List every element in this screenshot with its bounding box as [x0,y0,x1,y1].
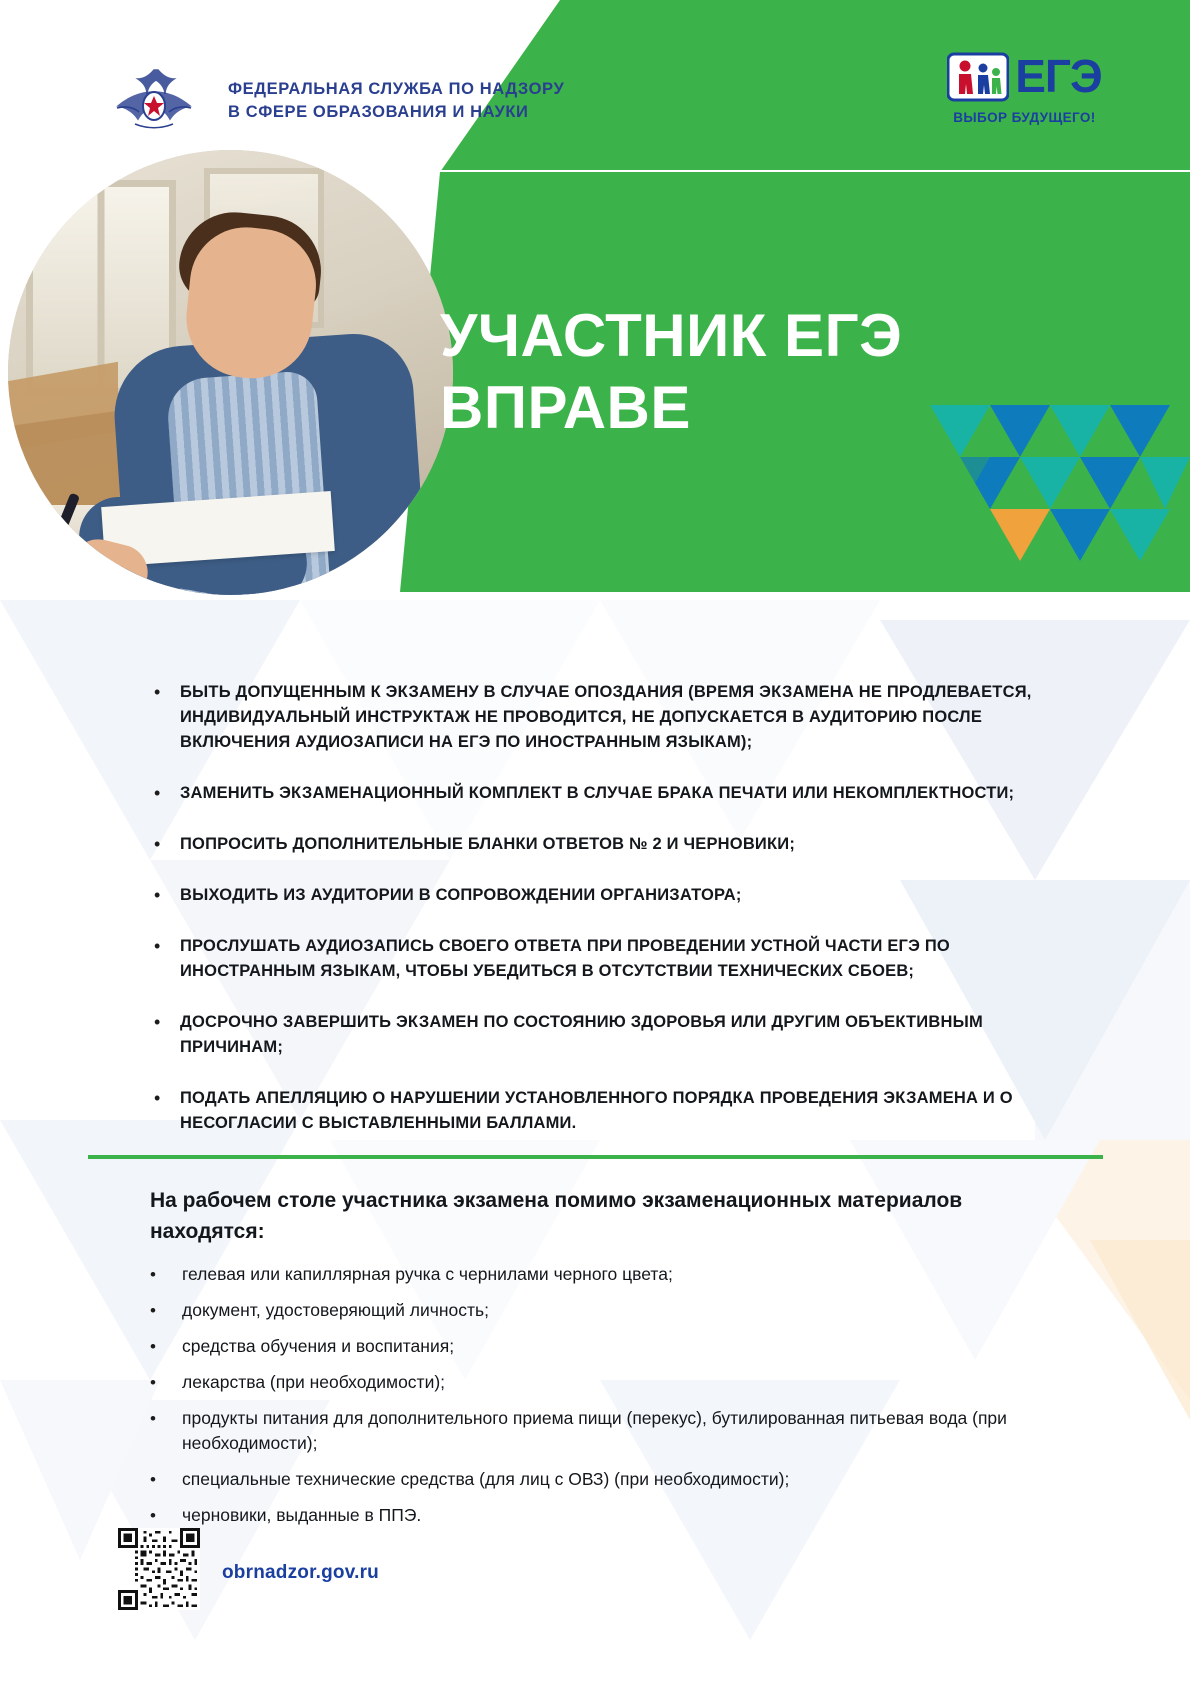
bullet-icon: • [154,885,161,905]
agency-name-line1: ФЕДЕРАЛЬНАЯ СЛУЖБА ПО НАДЗОРУ [228,80,565,98]
page-title-line1: УЧАСТНИК ЕГЭ [440,302,903,369]
rights-list [150,680,1050,1162]
ege-logo-mark [937,48,1112,104]
desk-item-text: лекарства (при необходимости); [182,1372,446,1392]
bullet-icon: • [154,1088,161,1108]
list-item [150,1406,1050,1456]
qr-code-icon[interactable] [118,1528,200,1610]
bullet-icon: • [150,1265,156,1284]
bullet-icon: • [154,1012,161,1032]
list-item [150,1334,1050,1359]
rights-item-text: ПРОСЛУШАТЬ АУДИОЗАПИСЬ СВОЕГО ОТВЕТА ПРИ ПРОВЕДЕНИИ УСТНОЙ ЧАСТИ ЕГЭ ПО ИНОСТРАННЫМ ЯЗЫКАМ, ЧТОБЫ УБЕДИТЬСЯ В ОТСУТСТВИИ ТЕХНИЧЕСКИХ СБОЕВ; [180,937,950,980]
list-item [150,1370,1050,1395]
list-item [150,883,1050,908]
bullet-icon: • [150,1373,156,1392]
bullet-icon: • [154,834,161,854]
agency-name-line2: В СФЕРЕ ОБРАЗОВАНИЯ И НАУКИ [228,103,529,121]
desk-item-text: продукты питания для дополнительного приема пищи (перекус), бутилированная питьевая вода (при необходимости); [182,1408,1007,1453]
bullet-icon: • [150,1409,156,1428]
bullet-icon: • [150,1470,156,1489]
agency-name [228,78,564,124]
list-item [150,1262,1050,1287]
list-item [150,1298,1050,1323]
desk-item-text: документ, удостоверяющий личность; [182,1300,490,1320]
list-item [150,934,1050,984]
section-divider [88,1155,1103,1159]
rosobrnadzor-emblem-icon [95,62,213,134]
bullet-icon: • [154,936,161,956]
list-item [150,1503,1050,1528]
rights-item-text: ПОДАТЬ АПЕЛЛЯЦИЮ О НАРУШЕНИИ УСТАНОВЛЕННОГО ПОРЯДКА ПРОВЕДЕНИЯ ЭКЗАМЕНА И О НЕСОГЛАСИИ С ВЫСТАВЛЕННЫМИ БАЛЛАМИ. [180,1089,1013,1132]
page-title [440,300,1080,444]
desk-items-list [150,1262,1050,1539]
desk-item-text: гелевая или капиллярная ручка с чернилами черного цвета; [182,1264,673,1284]
rights-item-text: БЫТЬ ДОПУЩЕННЫМ К ЭКЗАМЕНУ В СЛУЧАЕ ОПОЗДАНИЯ (ВРЕМЯ ЭКЗАМЕНА НЕ ПРОДЛЕВАЕТСЯ, ИНДИВИДУАЛЬНЫЙ ИНСТРУКТАЖ НЕ ПРОВОДИТСЯ, НЕ ДОПУСКАЕТСЯ В АУДИТОРИЮ ПОСЛЕ ВКЛЮЧЕНИЯ АУДИОЗАПИСИ НА ЕГЭ ПО ИНОСТРАННЫМ ЯЗЫКАМ); [180,683,1032,751]
list-item [150,1467,1050,1492]
list-item [150,781,1050,806]
bullet-icon: • [150,1337,156,1356]
bullet-icon: • [154,682,161,702]
list-item [150,1086,1050,1136]
list-item [150,1010,1050,1060]
ege-logo [937,48,1112,125]
desk-section-title: На рабочем столе участника экзамена помимо экзаменационных материалов находятся: [150,1189,963,1243]
rights-item-text: ПОПРОСИТЬ ДОПОЛНИТЕЛЬНЫЕ БЛАНКИ ОТВЕТОВ № 2 И ЧЕРНОВИКИ; [180,835,796,853]
page-title-line2: ВПРАВЕ [440,374,691,441]
bullet-icon: • [150,1506,156,1525]
ege-figures-icon [947,48,1009,104]
list-item [150,680,1050,755]
desk-item-text: средства обучения и воспитания; [182,1336,455,1356]
bullet-icon: • [154,783,161,803]
rights-item-text: ДОСРОЧНО ЗАВЕРШИТЬ ЭКЗАМЕН ПО СОСТОЯНИЮ ЗДОРОВЬЯ ИЛИ ДРУГИМ ОБЪЕКТИВНЫМ ПРИЧИНАМ; [180,1013,983,1056]
rights-item-text: ЗАМЕНИТЬ ЭКЗАМЕНАЦИОННЫЙ КОМПЛЕКТ В СЛУЧАЕ БРАКА ПЕЧАТИ ИЛИ НЕКОМПЛЕКТНОСТИ; [180,784,1015,802]
desk-item-text: специальные технические средства (для лиц с ОВЗ) (при необходимости); [182,1469,790,1489]
ege-letters: ЕГЭ [1015,50,1102,102]
ege-tagline: ВЫБОР БУДУЩЕГО! [953,110,1096,125]
student-photo [8,150,453,595]
rights-item-text: ВЫХОДИТЬ ИЗ АУДИТОРИИ В СОПРОВОЖДЕНИИ ОРГАНИЗАТОРА; [180,886,742,904]
website-link[interactable]: obrnadzor.gov.ru [222,1562,379,1583]
bullet-icon: • [150,1301,156,1320]
list-item [150,832,1050,857]
desk-item-text: черновики, выданные в ППЭ. [182,1505,422,1525]
